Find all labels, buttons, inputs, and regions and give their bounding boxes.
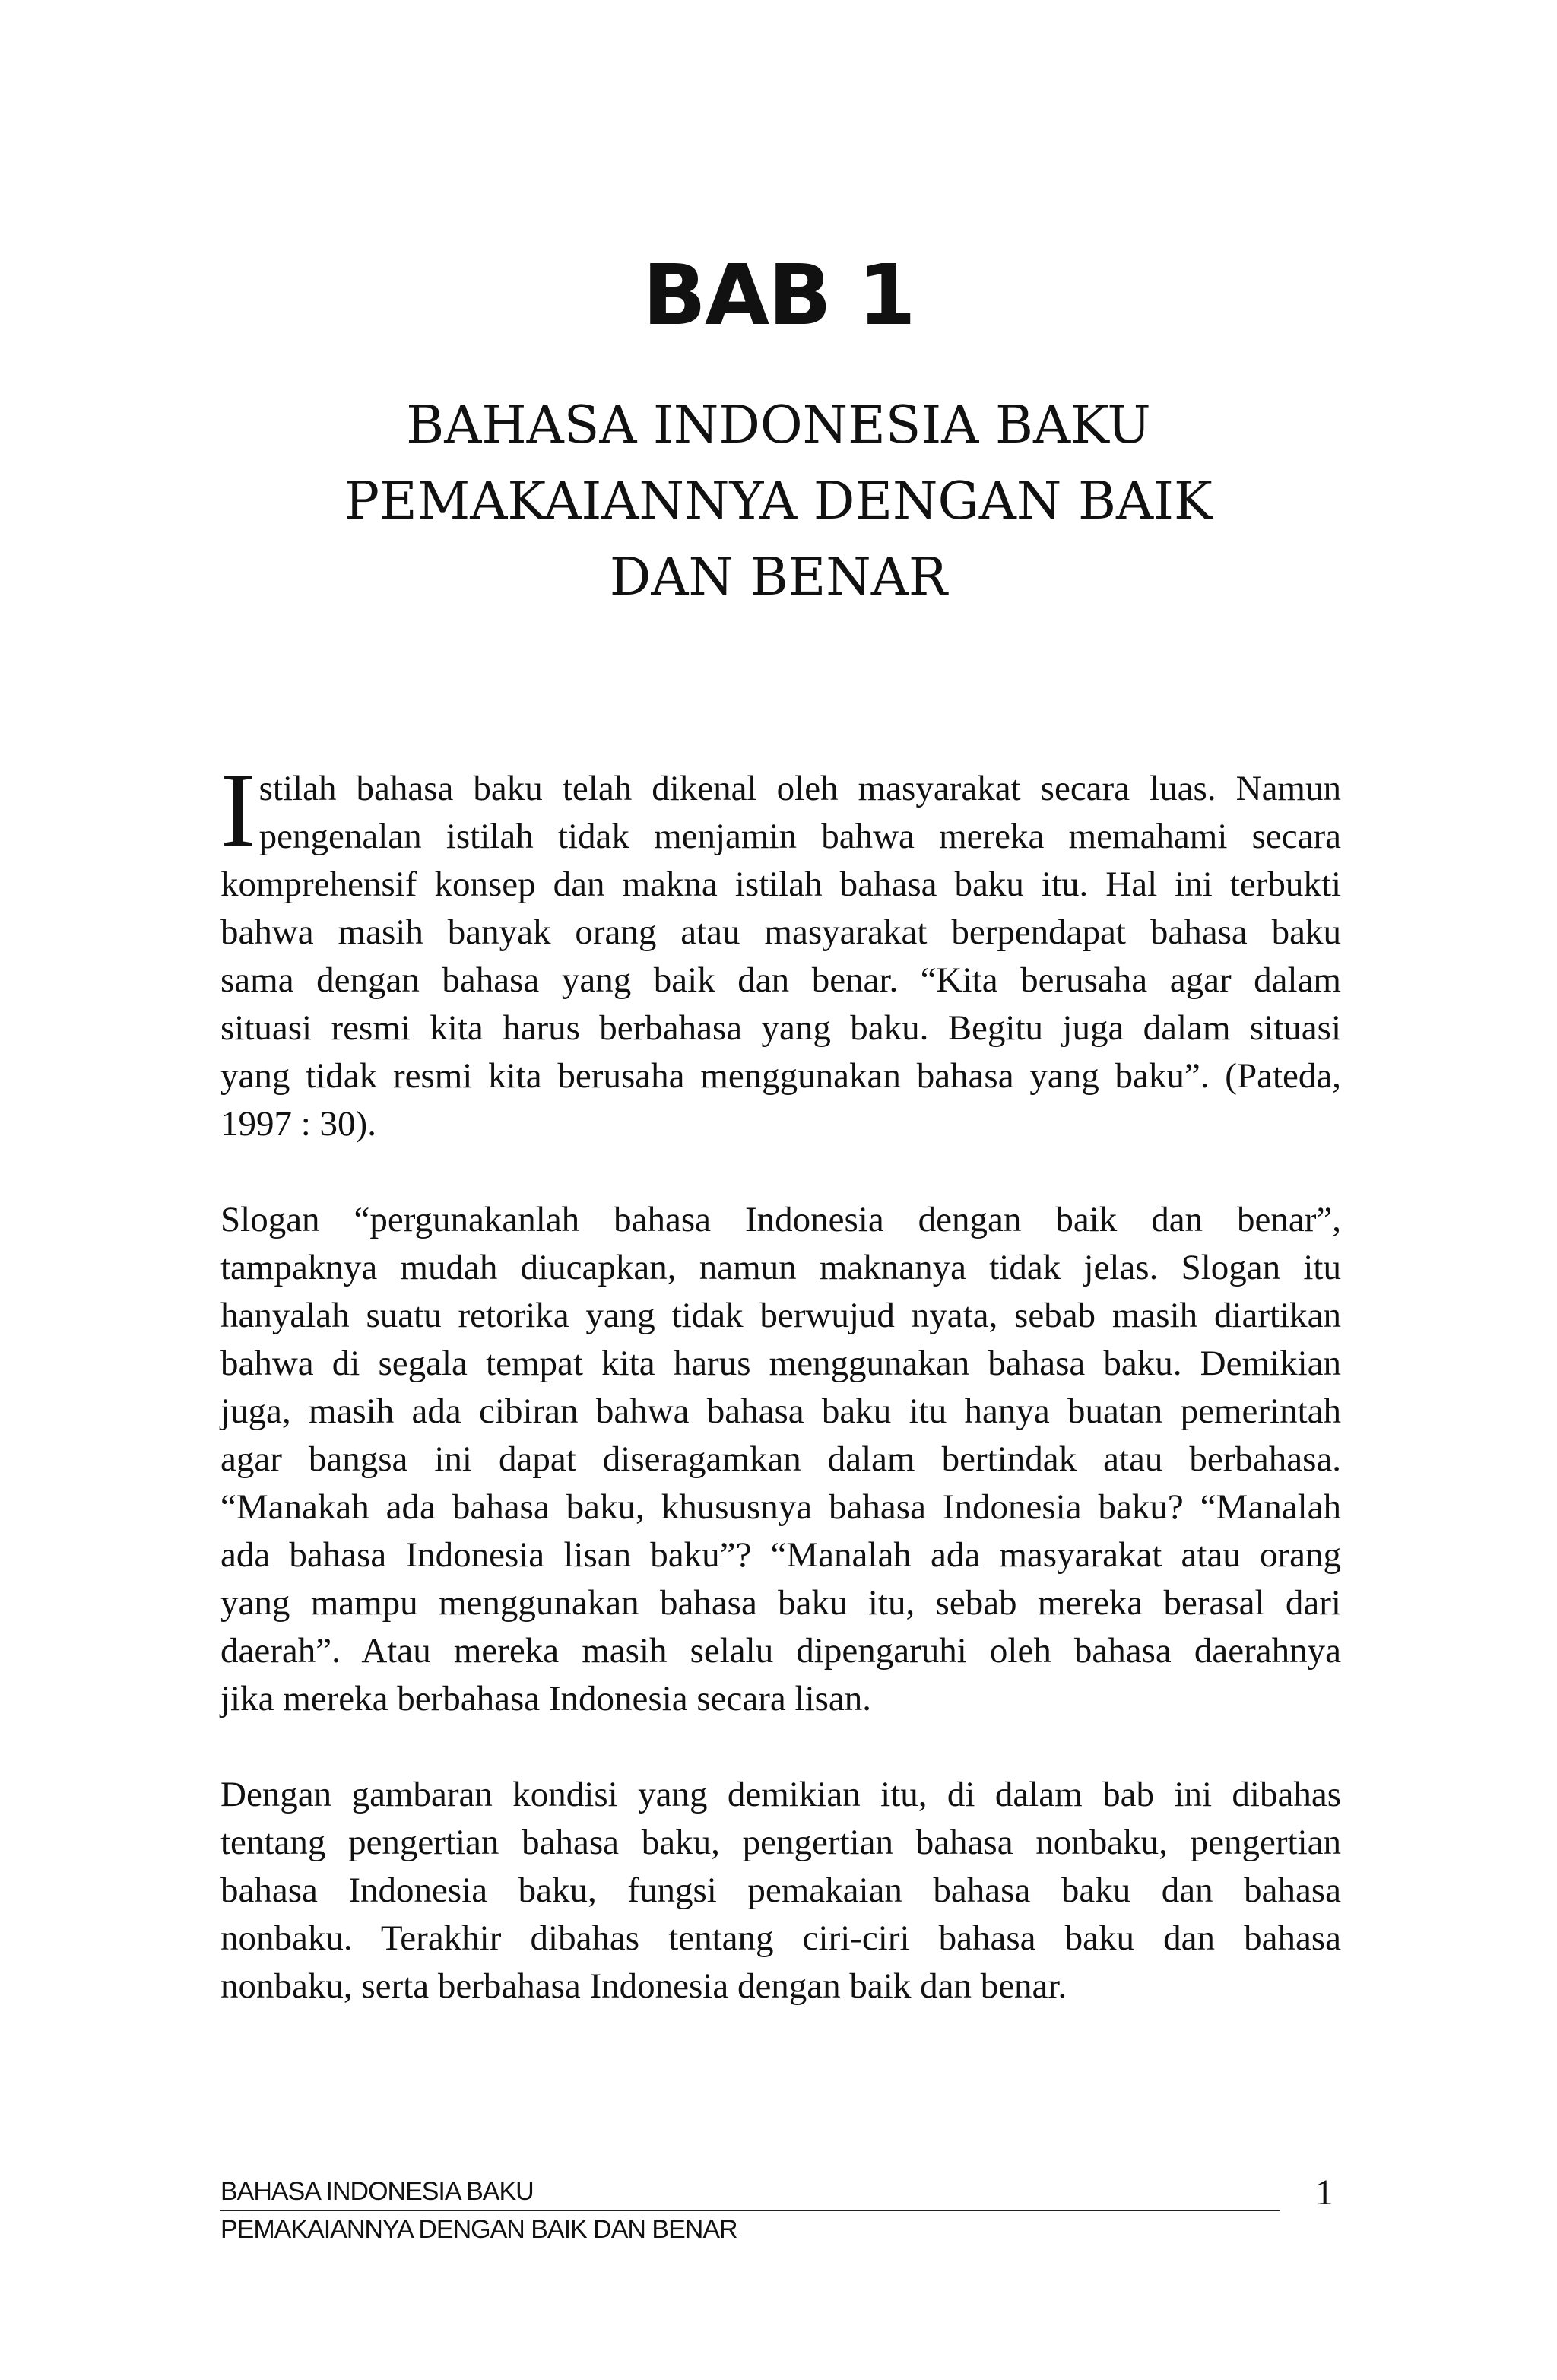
- text-line: yang mampu menggunakan bahasa baku itu, sebab mereka berasal dari: [220, 1583, 1341, 1623]
- text-line: 1997 : 30).: [220, 1104, 376, 1144]
- chapter-title: [152, 388, 1405, 616]
- text-line: ada bahasa Indonesia lisan baku”? “Manalah ada masyarakat atau orang: [220, 1535, 1341, 1575]
- text-line: bahasa Indonesia baku, fungsi pemakaian bahasa baku dan bahasa: [220, 1871, 1341, 1910]
- text-line: juga, masih ada cibiran bahwa bahasa baku itu hanya buatan pemerintah: [220, 1392, 1341, 1431]
- text-line: bahwa masih banyak orang atau masyarakat berpendapat bahasa baku: [220, 912, 1341, 952]
- running-footer-subtitle: PEMAKAIANNYA DENGAN BAIK DAN BENAR: [220, 2215, 737, 2244]
- paragraph-spacer: [220, 1148, 1341, 1196]
- text-line: “Manakah ada bahasa baku, khususnya bahasa Indonesia baku? “Manalah: [220, 1487, 1341, 1527]
- text-line: bahwa di segala tempat kita harus menggunakan bahasa baku. Demikian: [220, 1344, 1341, 1383]
- text-line: tampaknya mudah diucapkan, namun maknanya tidak jelas. Slogan itu: [220, 1248, 1341, 1287]
- text-line: tentang pengertian bahasa baku, pengertian bahasa nonbaku, pengertian: [220, 1823, 1341, 1862]
- body-text: [220, 751, 1341, 2010]
- paragraph-spacer: [220, 1723, 1341, 1771]
- text-line: agar bangsa ini dapat diseragamkan dalam bertindak atau berbahasa.: [220, 1439, 1341, 1479]
- text-line: sama dengan bahasa yang baik dan benar. “Kita berusaha agar dalam: [220, 960, 1341, 1000]
- text-line: situasi resmi kita harus berbahasa yang baku. Begitu juga dalam situasi: [220, 1008, 1341, 1048]
- paragraph-intro: [220, 751, 1341, 1148]
- drop-cap: I: [220, 751, 256, 869]
- paragraph-overview: [220, 1771, 1341, 2010]
- chapter-title-line: PEMAKAIANNYA DENGAN BAIK: [344, 471, 1213, 532]
- page-number: 1: [1315, 2172, 1333, 2213]
- chapter-label: BAB 1: [642, 246, 915, 344]
- text-line: hanyalah suatu retorika yang tidak berwujud nyata, sebab masih diartikan: [220, 1296, 1341, 1335]
- text-line: pengenalan istilah tidak menjamin bahwa mereka memahami secara: [258, 817, 1341, 856]
- text-line: Dengan gambaran kondisi yang demikian itu, di dalam bab ini dibahas: [220, 1775, 1341, 1814]
- chapter-title-line: BAHASA INDONESIA BAKU: [406, 395, 1151, 455]
- text-line: daerah”. Atau mereka masih selalu dipengaruhi oleh bahasa daerahnya: [220, 1631, 1341, 1671]
- text-line: nonbaku, serta berbahasa Indonesia dengan baik dan benar.: [220, 1966, 1067, 2006]
- text-line: Slogan “pergunakanlah bahasa Indonesia dengan baik dan benar”,: [220, 1200, 1341, 1239]
- text-line: komprehensif konsep dan makna istilah bahasa baku itu. Hal ini terbukti: [220, 865, 1341, 904]
- chapter-title-line: DAN BENAR: [609, 547, 948, 608]
- text-line: jika mereka berbahasa Indonesia secara lisan.: [220, 1679, 872, 1718]
- footer-divider: [220, 2210, 1280, 2211]
- text-line: yang tidak resmi kita berusaha menggunakan bahasa yang baku”. (Pateda,: [220, 1056, 1341, 1096]
- text-line: stilah bahasa baku telah dikenal oleh masyarakat secara luas. Namun: [258, 769, 1341, 808]
- running-footer-title: BAHASA INDONESIA BAKU: [220, 2177, 534, 2206]
- text-line: nonbaku. Terakhir dibahas tentang ciri-ciri bahasa baku dan bahasa: [220, 1918, 1341, 1958]
- paragraph-slogan: [220, 1196, 1341, 1723]
